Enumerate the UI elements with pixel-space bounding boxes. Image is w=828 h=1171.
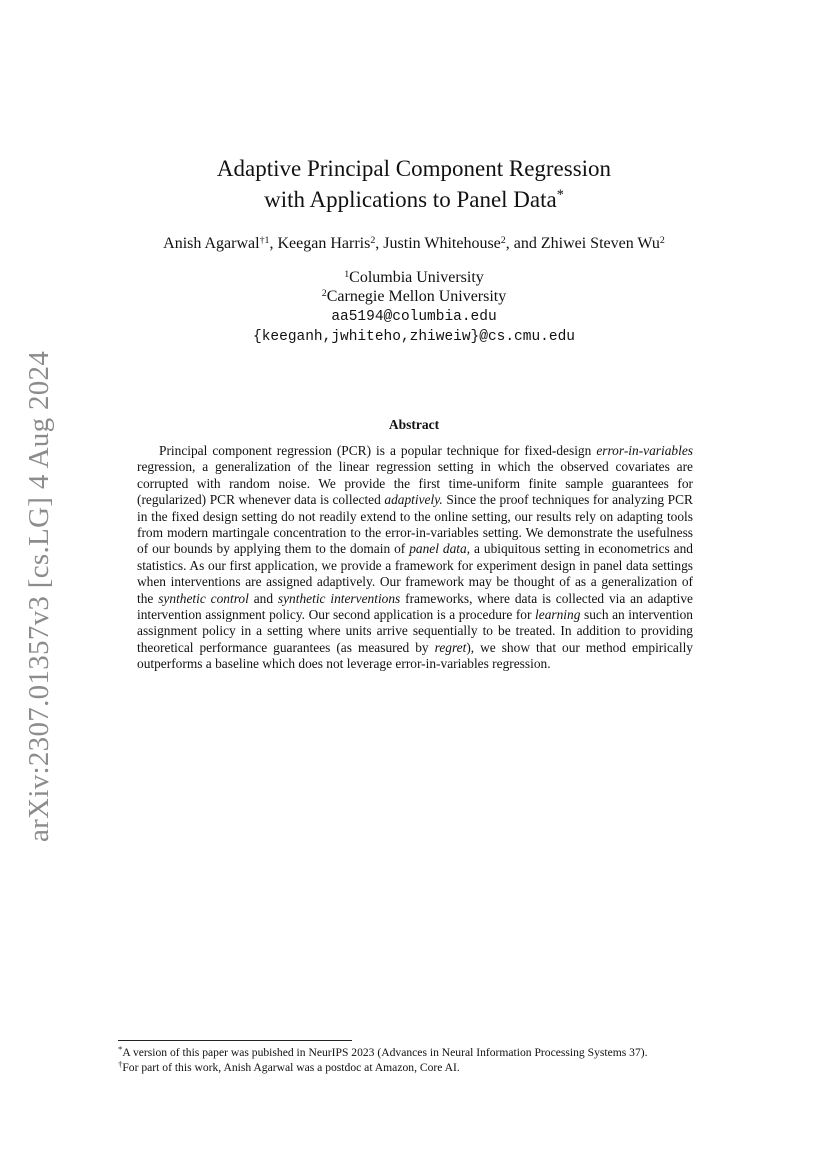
author-name: Justin Whitehouse [383,235,501,252]
arxiv-sidebar-stamp: arXiv:2307.01357v3 [cs.LG] 4 Aug 2024 [23,350,55,842]
abstract-emphasis: adaptively. [384,492,443,508]
footnote-text: A version of this paper was pubished in NeurIPS 2023 (Advances in Neural Information Processing Systems 37). [122,1046,648,1059]
footnote-1 [118,1045,758,1061]
affiliation-2 [0,287,828,309]
abstract-text: ), we show that our method empirically outperforms a baseline which does not leverage error-in-variables regression. [137,639,693,672]
author-name: Keegan Harris [277,235,371,252]
abstract-emphasis: panel data [409,541,467,557]
author-sup: 2 [370,234,376,246]
abstract-text: Since the proof techniques for analyzing PCR in the fixed design setting do not readily extend to the online setting, our results rely on adapting tools from modern martingale concentration to the error-in-variables setting. We demonstrate the usefulness of our bounds by applying them to the domain of [137,492,693,557]
abstract-text: Principal component regression (PCR) is a popular technique for fixed-design [159,443,597,458]
abstract-heading: Abstract [388,417,440,432]
affiliation-sup: 2 [321,287,327,299]
abstract-emphasis: learning [535,607,581,623]
email-2: {keeganh,jwhiteho,zhiweiw}@cs.cmu.edu [253,329,575,345]
abstract-body [137,443,693,673]
title-footnote-mark: * [556,187,564,204]
author-name: Zhiwei Steven Wu [540,235,660,252]
footnote-mark: † [118,1059,123,1070]
abstract-emphasis: regret [434,639,467,655]
footnote-2 [118,1060,758,1076]
abstract-emphasis: synthetic control [158,590,249,606]
paper-title-line-1: Adaptive Principal Component Regression [216,156,612,181]
title-line-2-text: with Applications to Panel Data [264,187,557,212]
author-sup: †1 [259,234,270,246]
footnote-mark: * [118,1044,123,1055]
author-sup: 2 [659,234,665,246]
abstract-emphasis: synthetic interventions [277,590,401,606]
abstract-text: frameworks, where data is collected via an adaptive intervention assignment policy. Our second application is a procedure for [137,590,694,623]
abstract-text: such an intervention assignment policy in a setting where units arrive sequentially to be treated. In addition to providing theoretical performance guarantees (as measured by [137,607,693,655]
author-sup: 2 [500,234,506,246]
affiliation-name: Carnegie Mellon University [326,288,507,305]
abstract-text: and [248,590,278,606]
footnote-text: For part of this work, Anish Agarwal was a postdoc at Amazon, Core AI. [122,1061,460,1074]
abstract-text: , a ubiquitous setting in econometrics and statistics. As our first application, we provide a framework for experiment design in panel data settings when interventions are assigned adaptively. Our framework may be thought of as a generalization of the [137,541,694,606]
affiliation-name: Columbia University [349,269,484,286]
email-1: aa5194@columbia.edu [331,309,497,325]
abstract-text: regression, a generalization of the linear regression setting in which the observed covariates are corrupted with random noise. We provide the first time-uniform finite sample guarantees for (regularized) PCR whenever data is collected [137,459,693,508]
paper-title-line-2 [0,184,828,219]
affiliation-sup: 1 [344,268,350,280]
abstract-emphasis: error-in-variables [596,443,693,458]
footnote-rule [118,1040,352,1041]
author-name: Anish Agarwal [163,235,260,252]
author-list: Anish Agarwal$^{\dagger 1}$, Keegan Harris$^2$, Justin Whitehouse$^2$, and Zhiwei Steven Wu$^2$ [163,234,665,252]
